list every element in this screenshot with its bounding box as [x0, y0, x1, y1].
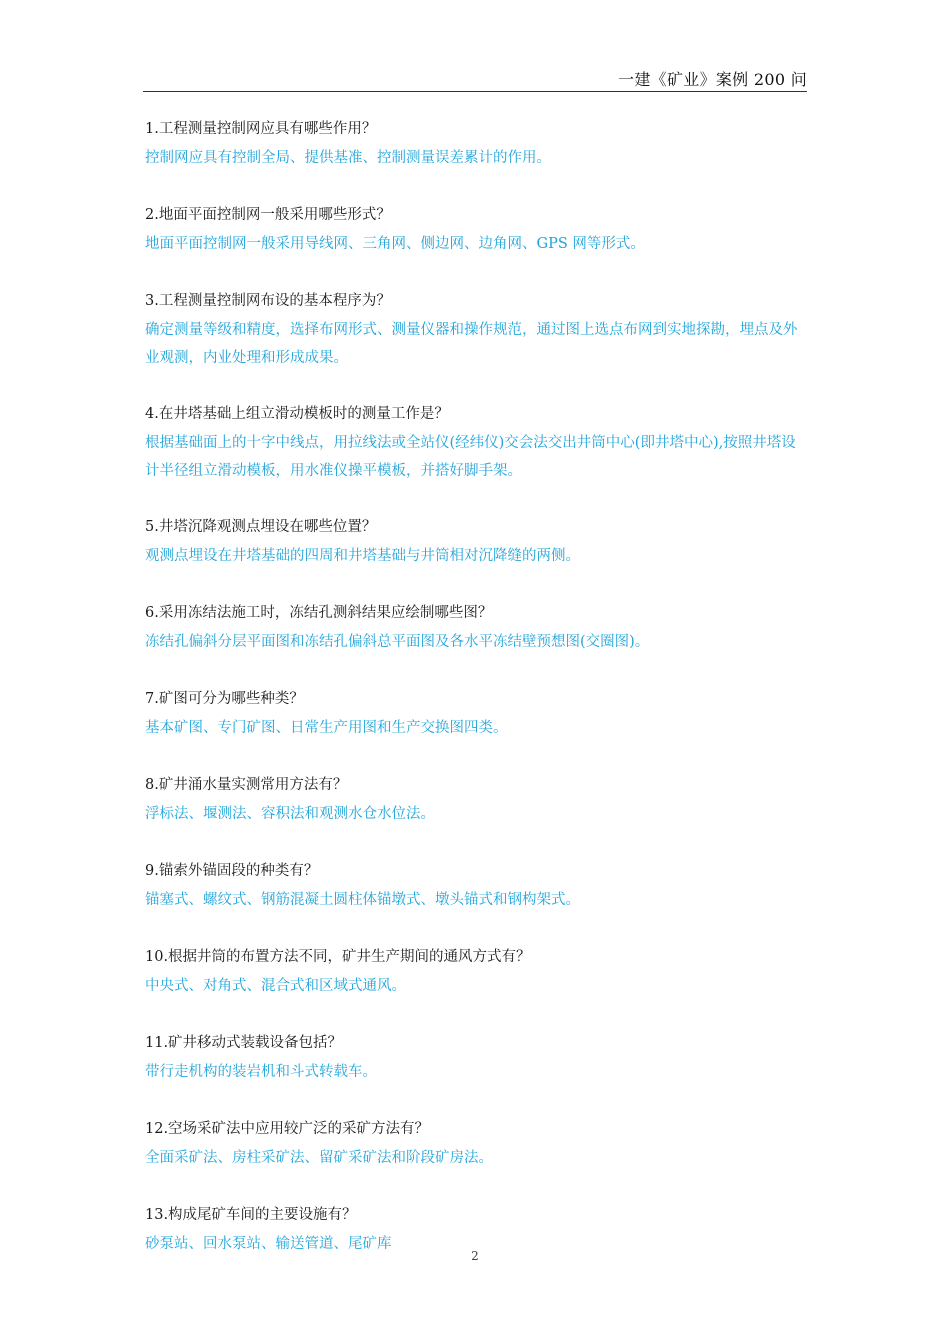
- question-text: 1.工程测量控制网应具有哪些作用？: [145, 121, 377, 137]
- answer-text: 控制网应具有控制全局、提供基准、控制测量误差累计的作用。: [145, 150, 551, 166]
- answer-text: 冻结孔偏斜分层平面图和冻结孔偏斜总平面图及各水平冻结壁预想图(交圈图)。: [145, 634, 650, 650]
- question-text: 7.矿图可分为哪些种类？: [145, 691, 304, 707]
- page-number: 2: [471, 1249, 479, 1263]
- question-text: 6.采用冻结法施工时，冻结孔测斜结果应绘制哪些图？: [145, 605, 493, 621]
- question-text: 3.工程测量控制网布设的基本程序为？: [145, 293, 391, 309]
- qa-item-6: [145, 602, 810, 656]
- answer-text: 带行走机构的装岩机和斗式转载车。: [145, 1064, 377, 1080]
- answer-text: 浮标法、堰测法、容积法和观测水仓水位法。: [145, 806, 435, 822]
- qa-item-11: [145, 1032, 810, 1086]
- answer-text: 全面采矿法、房柱采矿法、留矿采矿法和阶段矿房法。: [145, 1150, 493, 1166]
- qa-item-3: [145, 290, 810, 372]
- qa-list: [145, 118, 810, 1290]
- page-header: [143, 58, 807, 92]
- qa-item-9: [145, 860, 810, 914]
- question-text: 8.矿井涌水量实测常用方法有？: [145, 777, 348, 793]
- question-text: 10.根据井筒的布置方法不同，矿井生产期间的通风方式有？: [145, 949, 531, 965]
- qa-item-10: [145, 946, 810, 1000]
- question-text: 11.矿井移动式装载设备包括？: [145, 1035, 343, 1051]
- answer-text: 中央式、对角式、混合式和区域式通风。: [145, 978, 406, 994]
- qa-item-8: [145, 774, 810, 828]
- question-text: 5.井塔沉降观测点埋设在哪些位置？: [145, 519, 377, 535]
- qa-item-7: [145, 688, 810, 742]
- answer-text: 根据基础面上的十字中线点，用拉线法或全站仪(经纬仪)交会法交出井筒中心(即井塔中心),按照井塔设计半径组立滑动模板，用水准仪操平模板，并搭好脚手架。: [145, 435, 796, 479]
- question-text: 12.空场采矿法中应用较广泛的采矿方法有？: [145, 1121, 430, 1137]
- qa-item-5: [145, 516, 810, 570]
- question-text: 9.锚索外锚固段的种类有？: [145, 863, 319, 879]
- question-text: 2.地面平面控制网一般采用哪些形式？: [145, 207, 391, 223]
- qa-item-4: [145, 403, 810, 485]
- answer-text: 砂泵站、回水泵站、输送管道、尾矿库: [145, 1236, 392, 1252]
- answer-text: 锚塞式、螺纹式、钢筋混凝土圆柱体锚墩式、墩头锚式和钢构架式。: [145, 892, 580, 908]
- qa-item-1: [145, 118, 810, 172]
- qa-item-2: [145, 204, 810, 258]
- answer-text: 确定测量等级和精度，选择布网形式、测量仪器和操作规范，通过图上选点布网到实地探勘，埋点及外业观测，内业处理和形成成果。: [145, 322, 798, 366]
- qa-item-12: [145, 1118, 810, 1172]
- answer-text: 基本矿图、专门矿图、日常生产用图和生产交换图四类。: [145, 720, 508, 736]
- question-text: 13.构成尾矿车间的主要设施有？: [145, 1207, 357, 1223]
- question-text: 4.在井塔基础上组立滑动模板时的测量工作是？: [145, 406, 449, 422]
- header-title: 一建《矿业》案例 200 问: [618, 70, 807, 89]
- answer-text: 地面平面控制网一般采用导线网、三角网、侧边网、边角网、GPS 网等形式。: [145, 236, 645, 252]
- answer-text: 观测点埋设在井塔基础的四周和井塔基础与井筒相对沉降缝的两侧。: [145, 548, 580, 564]
